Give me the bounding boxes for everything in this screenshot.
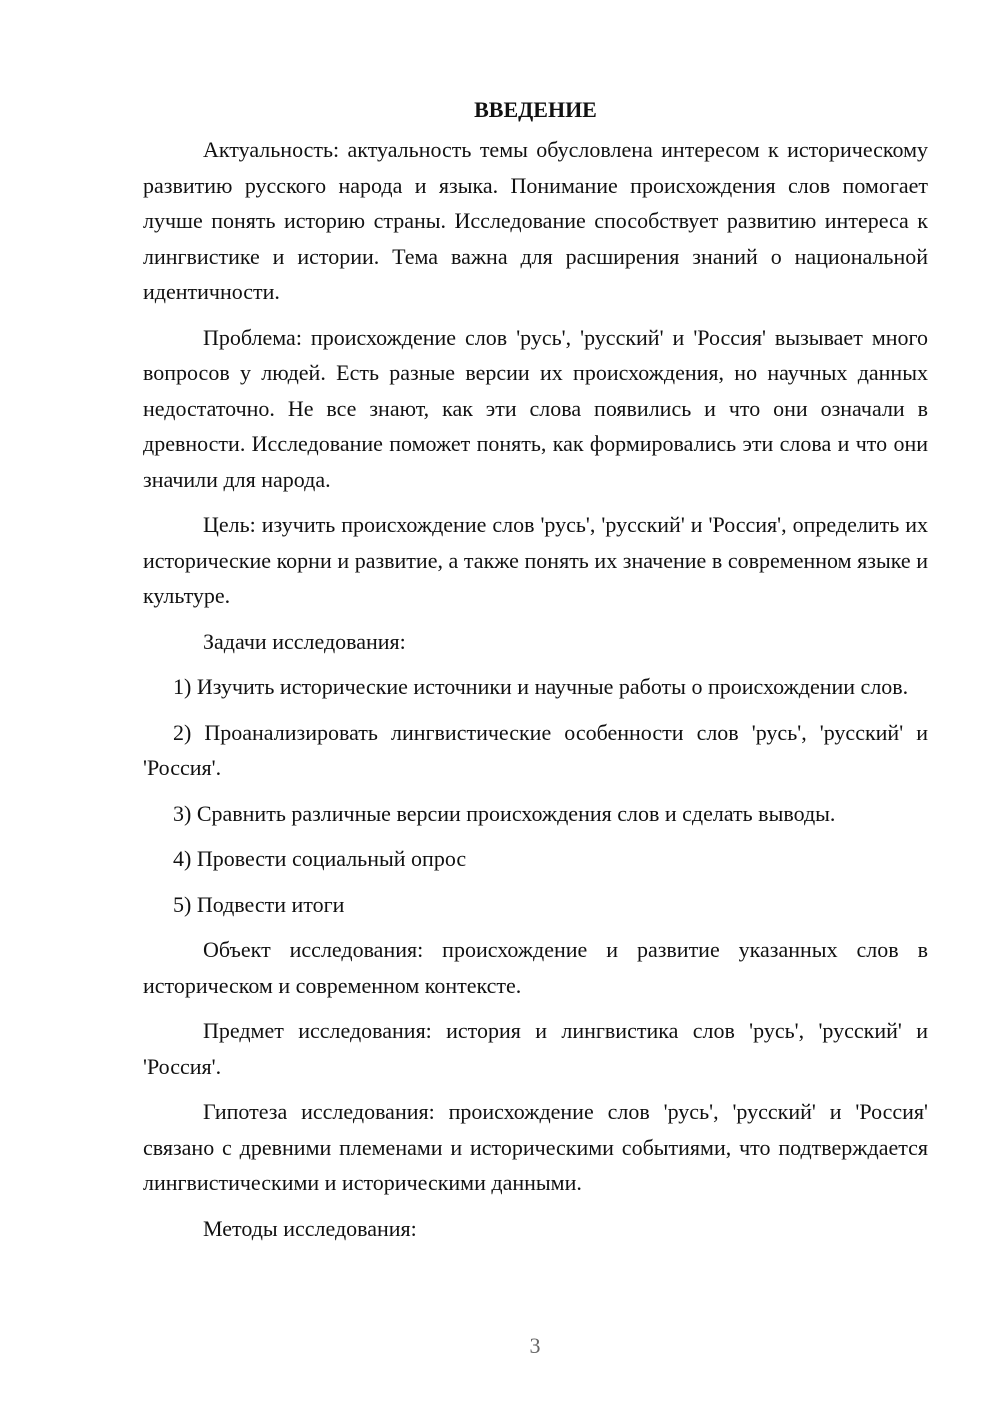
paragraph-hypothesis: Гипотеза исследования: происхождение слов 'русь', 'русский' и 'Россия' связано с древними племенами и историческими событиями, что подтверждается лингвистическими и историческими данными. <box>143 1099 928 1195</box>
section-title: ВВЕДЕНИЕ <box>474 97 597 122</box>
paragraph-problem: Проблема: происхождение слов 'русь', 'русский' и 'Россия' вызывает много вопросов у людей. Есть разные версии их происхождения, но научных данных недостаточно. Не все знают, как эти слова появились и что они означали в древности. Исследование поможет понять, как формировались эти слова и что они значили для народа. <box>143 324 928 492</box>
document-page <box>143 92 928 1246</box>
task-item-1: 1) Изучить исторические источники и научные работы о происхождении слов. <box>173 674 909 699</box>
page-number: 3 <box>529 1333 541 1358</box>
tasks-heading: Задачи исследования: <box>203 628 406 654</box>
methods-heading: Методы исследования: <box>203 1215 417 1241</box>
paragraph-goal: Цель: изучить происхождение слов 'русь', 'русский' и 'Россия', определить их исторические корни и развитие, а также понять их значение в современном языке и культуре. <box>143 512 928 608</box>
paragraph-subject: Предмет исследования: история и лингвистика слов 'русь', 'русский' и 'Россия'. <box>143 1018 928 1079</box>
task-item-3: 3) Сравнить различные версии происхождения слов и сделать выводы. <box>173 800 836 826</box>
task-item-4: 4) Провести социальный опрос <box>173 846 467 871</box>
task-item-5: 5) Подвести итоги <box>173 891 345 917</box>
paragraph-object: Объект исследования: происхождение и развитие указанных слов в историческом и современном контексте. <box>143 937 928 998</box>
task-item-2: 2) Проанализировать лингвистические особенности слов 'русь', 'русский' и 'Россия'. <box>143 719 928 780</box>
paragraph-relevance: Актуальность: актуальность темы обусловлена интересом к историческому развитию русского народа и языка. Понимание происхождения слов помогает лучше понять историю страны. Исследование способствует развитию интереса к лингвистике и истории. Тема важна для расширения знаний о национальной идентичности. <box>143 137 928 304</box>
